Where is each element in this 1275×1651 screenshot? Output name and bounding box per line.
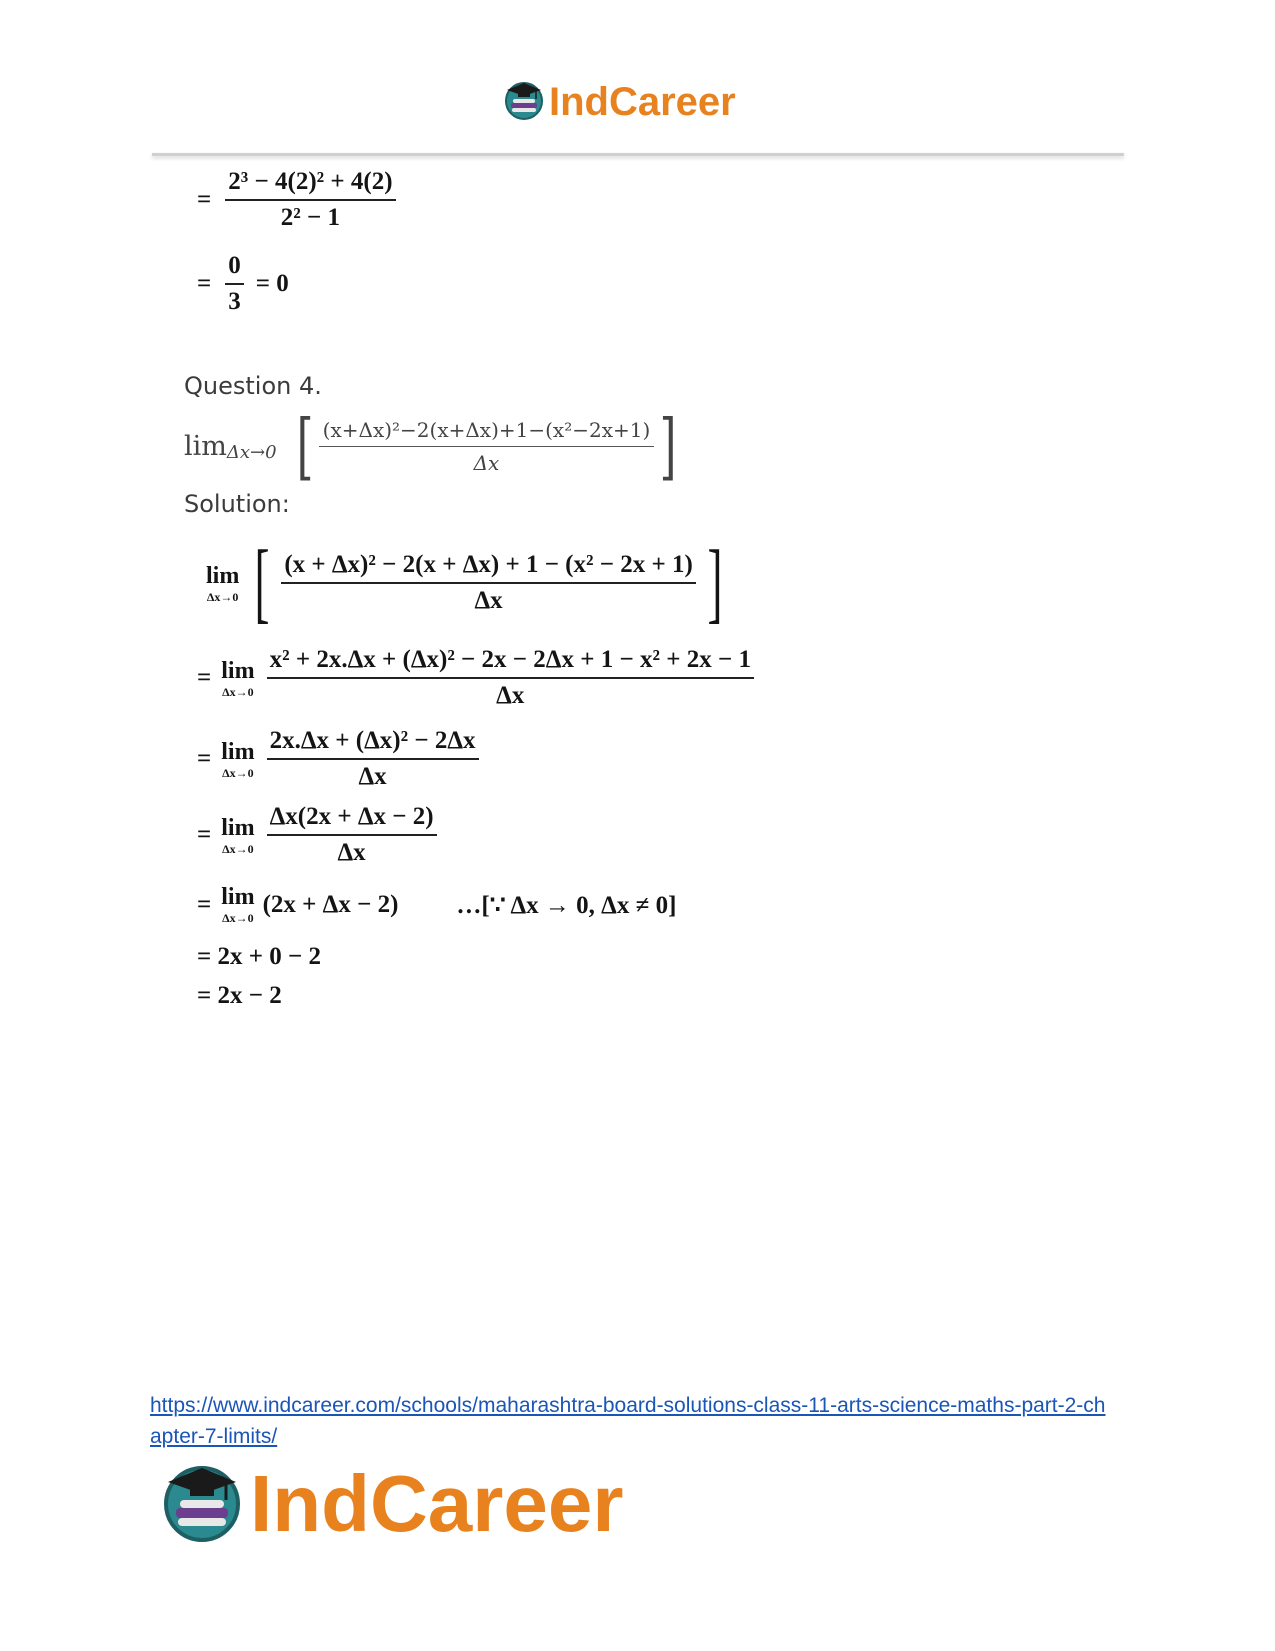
numerator: 2³ − 4(2)² + 4(2) <box>225 168 395 201</box>
solution-step-2 <box>197 727 483 791</box>
limit-operator: lim <box>221 657 255 684</box>
numerator: x² + 2x.Δx + (Δx)² − 2x − 2Δx + 1 − x² + 2x − 1 <box>267 646 754 679</box>
right-bracket: ] <box>707 533 723 632</box>
fraction <box>267 646 754 710</box>
denominator: 3 <box>228 288 241 315</box>
numerator: Δx(2x + Δx − 2) <box>267 803 437 836</box>
numerator: 2x.Δx + (Δx)² − 2Δx <box>267 727 479 760</box>
fraction <box>225 252 244 316</box>
limit-operator: lim <box>221 814 255 841</box>
expression: (2x + Δx − 2) <box>262 890 399 918</box>
limit-operator: lim <box>184 430 227 462</box>
equals-sign: = <box>197 890 212 918</box>
solution-label: Solution: <box>184 490 290 518</box>
limit-operator: lim <box>221 738 255 765</box>
limit <box>221 885 254 924</box>
graduation-cap-logo-icon <box>160 1460 244 1549</box>
brand-name: IndCareer <box>549 80 736 124</box>
graduation-cap-logo-icon <box>503 79 545 126</box>
limit <box>221 659 254 698</box>
question-fraction <box>319 418 655 475</box>
question-label: Question 4. <box>184 372 322 400</box>
denominator: Δx <box>473 450 500 475</box>
q3-line-2 <box>197 252 289 316</box>
left-bracket: [ <box>296 404 314 488</box>
equals-sign: = <box>197 821 212 848</box>
equals-sign: = <box>197 186 212 213</box>
denominator: Δx <box>496 682 525 709</box>
limit <box>206 564 239 603</box>
left-bracket: [ <box>254 533 270 632</box>
header-logo <box>503 80 736 124</box>
result: = 0 <box>255 270 289 297</box>
brand-name: IndCareer <box>250 1459 624 1548</box>
limit <box>221 740 254 779</box>
q3-line-1 <box>197 168 400 232</box>
numerator: 0 <box>225 252 244 285</box>
fraction <box>267 803 437 867</box>
equals-sign: = <box>197 745 212 772</box>
denominator: Δx <box>358 763 387 790</box>
equals-sign: = <box>197 270 212 297</box>
right-bracket: ] <box>659 404 677 488</box>
denominator: Δx <box>474 587 503 614</box>
limit-subscript: Δx→0 <box>222 684 254 699</box>
solution-step-0 <box>206 533 730 632</box>
denominator: 2² − 1 <box>280 204 341 231</box>
fraction <box>267 727 479 791</box>
solution-step-1 <box>197 646 758 710</box>
footer-logo <box>160 1459 624 1548</box>
numerator: (x+Δx)²−2(x+Δx)+1−(x²−2x+1) <box>319 418 655 447</box>
solution-step-3 <box>197 803 441 867</box>
limit-subscript: Δx→0 <box>222 841 254 856</box>
limit <box>221 816 254 855</box>
limit-subscript: Δx→0 <box>222 765 254 780</box>
equals-sign: = <box>197 664 212 691</box>
solution-step-5: = 2x + 0 − 2 <box>197 943 321 970</box>
reason-note: …[∵ Δx → 0, Δx ≠ 0] <box>456 891 677 919</box>
limit-subscript: Δx→0 <box>206 589 239 604</box>
fraction <box>281 551 696 615</box>
solution-step-4 <box>197 885 676 924</box>
source-url-link[interactable]: https://www.indcareer.com/schools/maharashtra-board-solutions-class-11-arts-science-maths-part-2-chapter-7-limits/ <box>150 1394 1106 1448</box>
denominator: Δx <box>337 839 366 866</box>
numerator: (x + Δx)² − 2(x + Δx) + 1 − (x² − 2x + 1) <box>281 551 696 584</box>
question-expression <box>184 404 682 488</box>
limit-subscript: Δx→0 <box>226 441 277 463</box>
limit-operator: lim <box>221 884 255 910</box>
limit-subscript: Δx→0 <box>222 911 254 925</box>
header-divider <box>152 153 1124 156</box>
fraction <box>225 168 395 232</box>
solution-step-6: = 2x − 2 <box>197 982 282 1009</box>
limit-operator: lim <box>206 562 240 589</box>
